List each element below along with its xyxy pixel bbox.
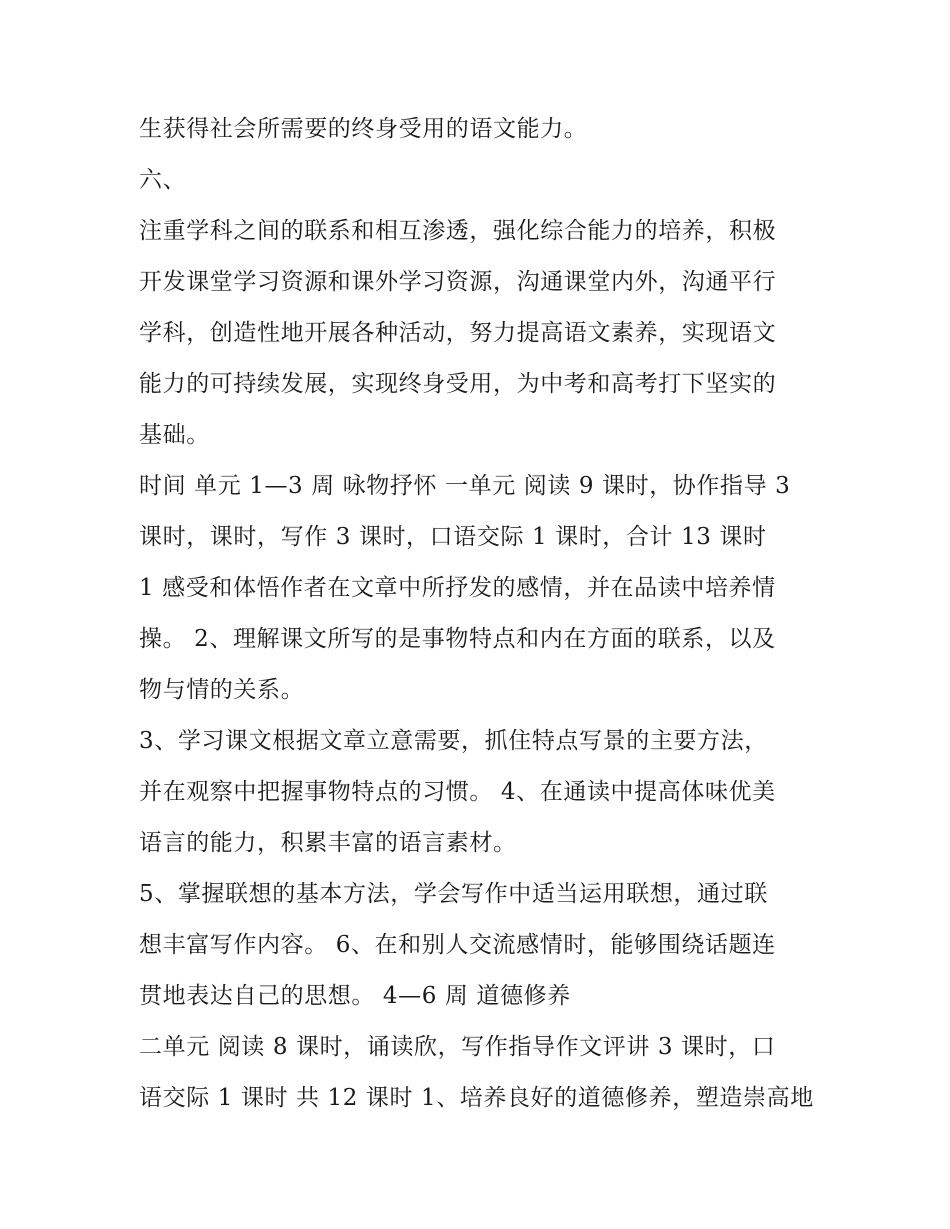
text-line: 语交际 1 课时 共 12 课时 1、培养良好的道德修养，塑造崇高地: [139, 1085, 814, 1111]
text-line: 基础。: [139, 422, 210, 448]
text-line: 时间 单元 1—3 周 咏物抒怀 一单元 阅读 9 课时，协作指导 3: [139, 473, 791, 499]
text-line: 学科，创造性地开展各种活动，努力提高语文素养，实现语文: [139, 320, 777, 346]
text-line: 语言的能力，积累丰富的语言素材。: [139, 830, 517, 856]
text-line: 开发课堂学习资源和课外学习资源，沟通课堂内外，沟通平行: [139, 269, 777, 295]
text-line: 注重学科之间的联系和相互渗透，强化综合能力的培养，积极: [139, 218, 777, 244]
text-line: 并在观察中把握事物特点的习惯。 4、在通读中提高体味优美: [139, 779, 776, 805]
text-line: 想丰富写作内容。 6、在和别人交流感情时，能够围绕话题连: [139, 932, 776, 958]
text-line: 5、掌握联想的基本方法，学会写作中适当运用联想，通过联: [139, 881, 768, 907]
text-line: 能力的可持续发展，实现终身受用，为中考和高考打下坚实的: [139, 371, 777, 397]
text-line: 贯地表达自己的思想。 4—6 周 道德修养: [139, 983, 571, 1009]
section-heading: 六、: [139, 167, 187, 193]
text-line: 操。 2、理解课文所写的是事物特点和内在方面的联系，以及: [139, 626, 776, 652]
text-line: 物与情的关系。: [139, 677, 305, 703]
text-line: 二单元 阅读 8 课时，诵读欣，写作指导作文评讲 3 课时，口: [139, 1034, 776, 1060]
text-line: 生获得社会所需要的终身受用的语文能力。: [139, 116, 588, 142]
text-line: 1 感受和体悟作者在文章中所抒发的感情，并在品读中培养情: [139, 575, 776, 601]
document-body: [139, 104, 819, 1124]
text-line: 课时，课时，写作 3 课时，口语交际 1 课时，合计 13 课时: [139, 524, 767, 550]
text-line: 3、学习课文根据文章立意需要，抓住特点写景的主要方法，: [139, 728, 768, 754]
